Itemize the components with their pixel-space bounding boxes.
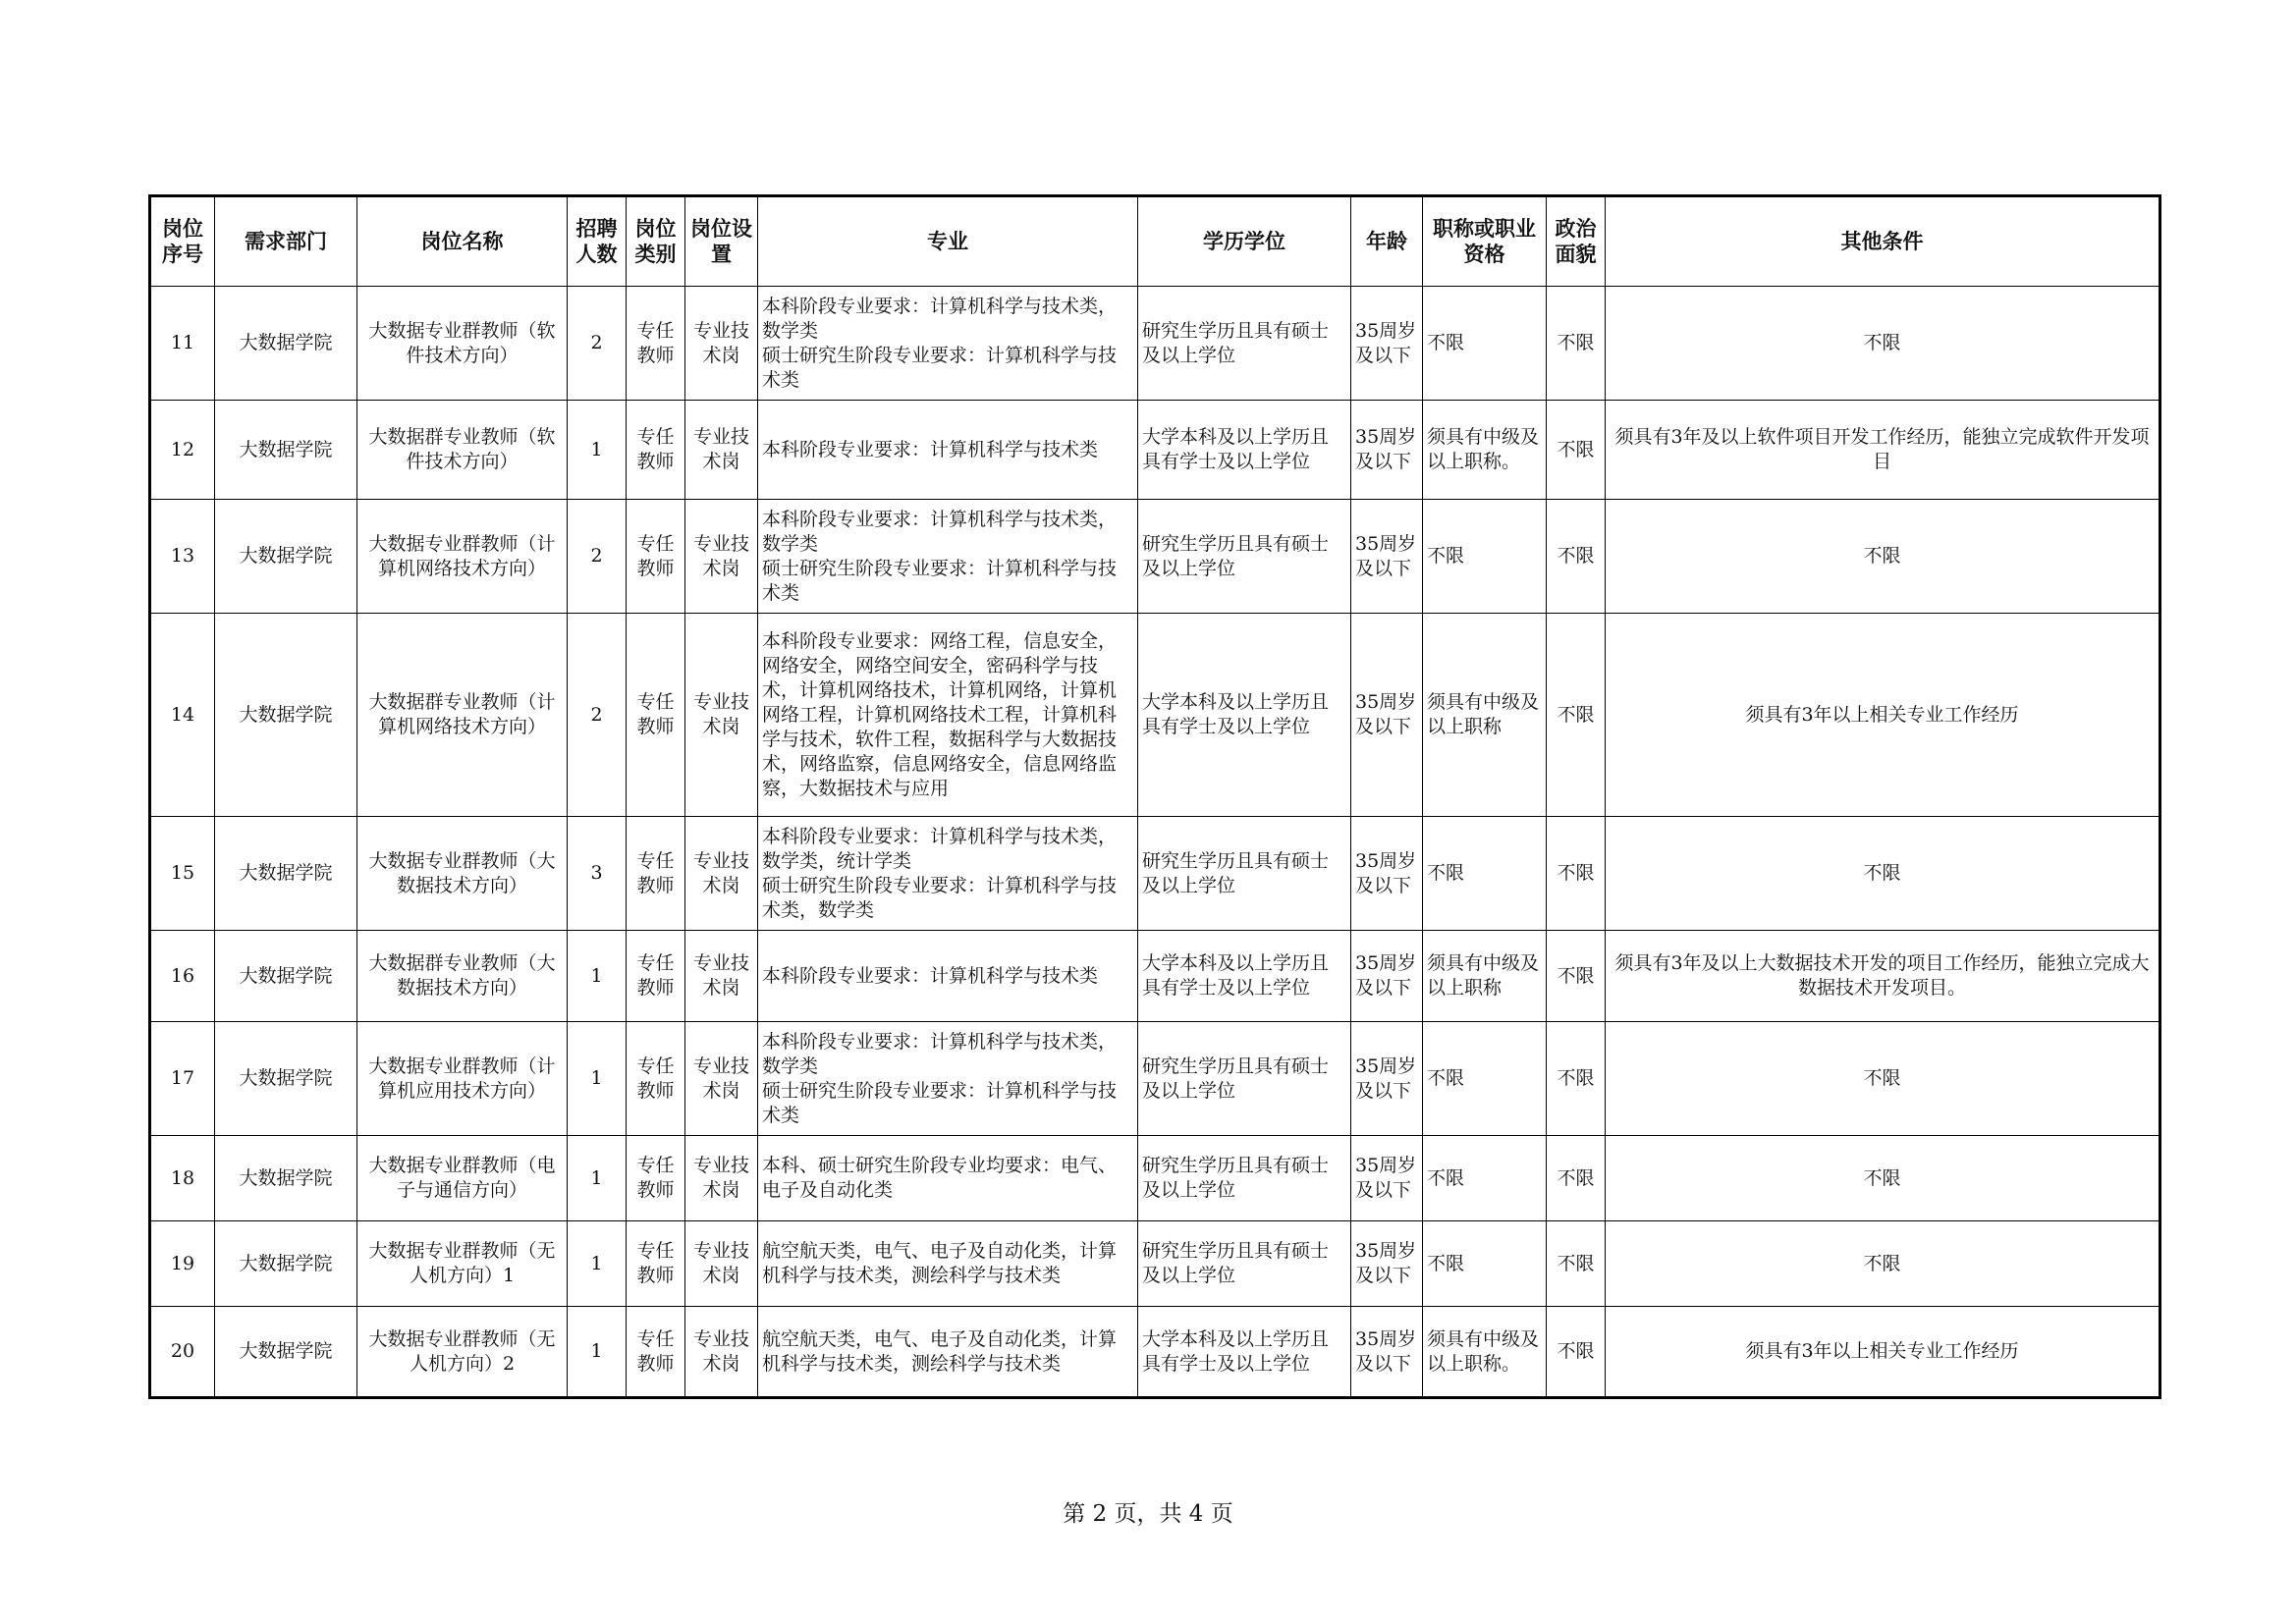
cell-post-no: 14 [150,614,215,817]
cell-post-setting: 专业技术岗 [685,1022,758,1136]
cell-education: 研究生学历且具有硕士及以上学位 [1138,1221,1351,1307]
cell-title-qualification: 不限 [1423,1022,1547,1136]
header-major: 专业 [758,196,1138,287]
header-headcount: 招聘人数 [568,196,627,287]
cell-age: 35周岁及以下 [1351,1136,1423,1221]
cell-department: 大数据学院 [215,287,357,401]
cell-age: 35周岁及以下 [1351,1022,1423,1136]
cell-post-setting: 专业技术岗 [685,931,758,1022]
cell-political-status: 不限 [1547,1307,1606,1398]
cell-age: 35周岁及以下 [1351,500,1423,614]
cell-headcount: 1 [568,1136,627,1221]
cell-political-status: 不限 [1547,1022,1606,1136]
cell-title-qualification: 须具有中级及以上职称 [1423,614,1547,817]
table-row [150,614,2160,817]
cell-post-setting: 专业技术岗 [685,287,758,401]
header-post-name: 岗位名称 [357,196,568,287]
cell-post-setting: 专业技术岗 [685,500,758,614]
cell-post-no: 18 [150,1136,215,1221]
cell-other-conditions: 须具有3年及以上软件项目开发工作经历，能独立完成软件开发项目 [1606,401,2160,500]
cell-post-no: 15 [150,817,215,931]
cell-post-name: 大数据专业群教师（软件技术方向） [357,287,568,401]
cell-age: 35周岁及以下 [1351,1307,1423,1398]
cell-other-conditions: 不限 [1606,817,2160,931]
cell-post-name: 大数据专业群教师（计算机网络技术方向） [357,500,568,614]
cell-age: 35周岁及以下 [1351,401,1423,500]
cell-department: 大数据学院 [215,1022,357,1136]
cell-headcount: 1 [568,1307,627,1398]
cell-post-category: 专任教师 [627,931,685,1022]
cell-department: 大数据学院 [215,931,357,1022]
cell-post-category: 专任教师 [627,287,685,401]
cell-other-conditions: 须具有3年以上相关专业工作经历 [1606,614,2160,817]
cell-education: 大学本科及以上学历且具有学士及以上学位 [1138,401,1351,500]
header-other-conditions: 其他条件 [1606,196,2160,287]
header-department: 需求部门 [215,196,357,287]
cell-education: 研究生学历且具有硕士及以上学位 [1138,1136,1351,1221]
cell-title-qualification: 不限 [1423,287,1547,401]
header-age: 年龄 [1351,196,1423,287]
cell-education: 大学本科及以上学历且具有学士及以上学位 [1138,931,1351,1022]
cell-major: 本科阶段专业要求：计算机科学与技术类 [758,401,1138,500]
cell-political-status: 不限 [1547,500,1606,614]
cell-department: 大数据学院 [215,1221,357,1307]
cell-political-status: 不限 [1547,614,1606,817]
cell-major: 本科阶段专业要求：网络工程，信息安全，网络安全，网络空间安全，密码科学与技术，计算机网络技术，计算机网络，计算机网络工程，计算机网络技术工程，计算机科学与技术，软件工程，数据科学与大数据技术，网络监察，信息网络安全，信息网络监察，大数据技术与应用 [758,614,1138,817]
cell-political-status: 不限 [1547,1136,1606,1221]
cell-post-no: 19 [150,1221,215,1307]
header-political-status: 政治面貌 [1547,196,1606,287]
header-title-qualification: 职称或职业资格 [1423,196,1547,287]
table-body [150,287,2160,1398]
table-row [150,500,2160,614]
table-row [150,1136,2160,1221]
cell-title-qualification: 须具有中级及以上职称 [1423,931,1547,1022]
cell-post-name: 大数据群专业教师（软件技术方向） [357,401,568,500]
cell-other-conditions: 不限 [1606,500,2160,614]
cell-headcount: 1 [568,1022,627,1136]
cell-post-setting: 专业技术岗 [685,817,758,931]
cell-post-category: 专任教师 [627,401,685,500]
cell-age: 35周岁及以下 [1351,817,1423,931]
cell-post-name: 大数据专业群教师（电子与通信方向） [357,1136,568,1221]
cell-headcount: 2 [568,287,627,401]
cell-age: 35周岁及以下 [1351,1221,1423,1307]
cell-age: 35周岁及以下 [1351,287,1423,401]
cell-post-setting: 专业技术岗 [685,1307,758,1398]
cell-post-category: 专任教师 [627,1022,685,1136]
cell-education: 研究生学历且具有硕士及以上学位 [1138,817,1351,931]
cell-major: 航空航天类，电气、电子及自动化类，计算机科学与技术类，测绘科学与技术类 [758,1307,1138,1398]
cell-major: 本科阶段专业要求：计算机科学与技术类 [758,931,1138,1022]
header-row [150,196,2160,287]
cell-other-conditions: 不限 [1606,1221,2160,1307]
cell-post-category: 专任教师 [627,817,685,931]
table-row [150,1307,2160,1398]
cell-political-status: 不限 [1547,287,1606,401]
cell-post-setting: 专业技术岗 [685,1221,758,1307]
cell-department: 大数据学院 [215,1307,357,1398]
cell-education: 大学本科及以上学历且具有学士及以上学位 [1138,614,1351,817]
header-post-setting: 岗位设置 [685,196,758,287]
table-row [150,817,2160,931]
cell-post-category: 专任教师 [627,1136,685,1221]
cell-title-qualification: 不限 [1423,1221,1547,1307]
cell-major: 本科阶段专业要求：计算机科学与技术类，数学类，统计学类 硕士研究生阶段专业要求：计算机科学与技术类，数学类 [758,817,1138,931]
cell-major: 航空航天类，电气、电子及自动化类，计算机科学与技术类，测绘科学与技术类 [758,1221,1138,1307]
cell-major: 本科阶段专业要求：计算机科学与技术类，数学类 硕士研究生阶段专业要求：计算机科学与技术类 [758,500,1138,614]
cell-education: 研究生学历且具有硕士及以上学位 [1138,500,1351,614]
cell-post-setting: 专业技术岗 [685,401,758,500]
cell-political-status: 不限 [1547,817,1606,931]
cell-headcount: 1 [568,401,627,500]
cell-education: 大学本科及以上学历且具有学士及以上学位 [1138,1307,1351,1398]
cell-other-conditions: 不限 [1606,1136,2160,1221]
cell-post-category: 专任教师 [627,500,685,614]
cell-post-no: 17 [150,1022,215,1136]
cell-post-no: 11 [150,287,215,401]
cell-other-conditions: 不限 [1606,287,2160,401]
cell-major: 本科阶段专业要求：计算机科学与技术类，数学类 硕士研究生阶段专业要求：计算机科学与技术类 [758,1022,1138,1136]
cell-other-conditions: 须具有3年及以上大数据技术开发的项目工作经历，能独立完成大数据技术开发项目。 [1606,931,2160,1022]
cell-political-status: 不限 [1547,1221,1606,1307]
table-row [150,287,2160,401]
cell-education: 研究生学历且具有硕士及以上学位 [1138,287,1351,401]
cell-department: 大数据学院 [215,401,357,500]
cell-headcount: 3 [568,817,627,931]
table-row [150,1022,2160,1136]
cell-post-category: 专任教师 [627,614,685,817]
table-row [150,931,2160,1022]
cell-post-name: 大数据群专业教师（计算机网络技术方向） [357,614,568,817]
cell-post-no: 16 [150,931,215,1022]
cell-age: 35周岁及以下 [1351,614,1423,817]
cell-post-setting: 专业技术岗 [685,1136,758,1221]
cell-title-qualification: 不限 [1423,1136,1547,1221]
cell-title-qualification: 不限 [1423,500,1547,614]
header-post-category: 岗位类别 [627,196,685,287]
cell-post-setting: 专业技术岗 [685,614,758,817]
cell-post-name: 大数据专业群教师（无人机方向）2 [357,1307,568,1398]
table-row [150,401,2160,500]
header-education: 学历学位 [1138,196,1351,287]
cell-post-no: 20 [150,1307,215,1398]
table-row [150,1221,2160,1307]
cell-post-no: 13 [150,500,215,614]
cell-other-conditions: 不限 [1606,1022,2160,1136]
cell-post-category: 专任教师 [627,1221,685,1307]
cell-title-qualification: 须具有中级及以上职称。 [1423,401,1547,500]
cell-department: 大数据学院 [215,1136,357,1221]
cell-post-name: 大数据专业群教师（大数据技术方向） [357,817,568,931]
cell-other-conditions: 须具有3年以上相关专业工作经历 [1606,1307,2160,1398]
cell-political-status: 不限 [1547,931,1606,1022]
cell-headcount: 1 [568,931,627,1022]
cell-headcount: 1 [568,1221,627,1307]
cell-post-name: 大数据专业群教师（无人机方向）1 [357,1221,568,1307]
cell-age: 35周岁及以下 [1351,931,1423,1022]
cell-political-status: 不限 [1547,401,1606,500]
cell-title-qualification: 不限 [1423,817,1547,931]
page-footer: 第 2 页，共 4 页 [1063,1501,1233,1527]
cell-major: 本科、硕士研究生阶段专业均要求：电气、电子及自动化类 [758,1136,1138,1221]
cell-major: 本科阶段专业要求：计算机科学与技术类，数学类 硕士研究生阶段专业要求：计算机科学与技术类 [758,287,1138,401]
cell-title-qualification: 须具有中级及以上职称。 [1423,1307,1547,1398]
header-post-no: 岗位序号 [150,196,215,287]
recruitment-table [148,194,2161,1399]
cell-post-name: 大数据群专业教师（大数据技术方向） [357,931,568,1022]
cell-department: 大数据学院 [215,817,357,931]
cell-headcount: 2 [568,500,627,614]
cell-post-no: 12 [150,401,215,500]
cell-post-category: 专任教师 [627,1307,685,1398]
cell-headcount: 2 [568,614,627,817]
cell-education: 研究生学历且具有硕士及以上学位 [1138,1022,1351,1136]
cell-department: 大数据学院 [215,614,357,817]
cell-department: 大数据学院 [215,500,357,614]
cell-post-name: 大数据专业群教师（计算机应用技术方向） [357,1022,568,1136]
